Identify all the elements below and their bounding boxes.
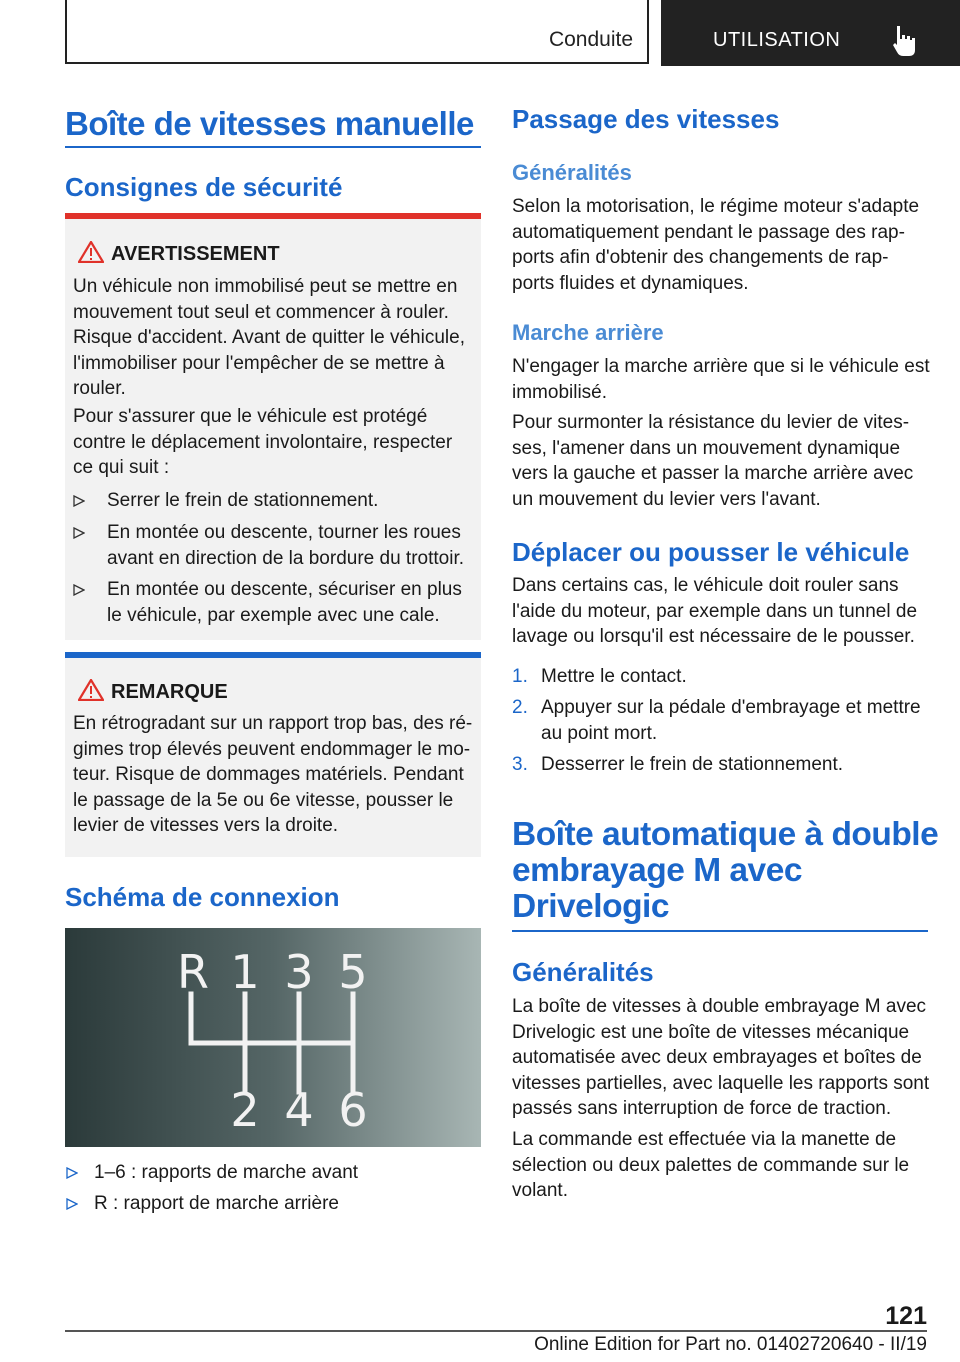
move-heading: Déplacer ou pousser le véhicule — [512, 537, 910, 567]
general-heading: Généralités — [512, 160, 632, 185]
auto-title-rule — [512, 930, 928, 932]
warning-triangle-icon — [78, 679, 104, 701]
general-text: Selon la motorisation, le régime moteur s'adapte automatiquement pendant le passage des rap- ports afin d'obtenir des changements de rap- ports fluides et dynamiques. — [512, 196, 920, 294]
gear-label-1: 1 — [230, 945, 260, 999]
warning-box: AVERTISSEMENT Un véhicule non immobilisé peut se mettre en mouvement tout seul et commencer à rouler. Risque d'accident. Avant de quitter le véhicule, l'immobiliser pour l'empêcher de se mettre à rouler. Pour s'assurer que le véhicule est protégé contre le déplacement involontaire, respecter ce qui suit : Serrer le frein de stationnement. En montée ou descente, tourner les roues avant en direction de la bordure du trottoir. En montée ou descente, sécuriser en plus le véhicule, par exemple avec une cale. — [65, 213, 481, 640]
reverse-text-2: Pour surmonter la résistance du levier de vites- ses, l'amener dans un mouvement dynamique vers la gauche et passer la marche arrière avec un mouvement du levier vers l'avant. — [512, 412, 914, 510]
auto-text-2: La commande est effectuée via la manette de sélection ou deux palettes de commande sur le volant. — [512, 1129, 910, 1201]
auto-text-1: La boîte de vitesses à double embrayage M avec Drivelogic est une boîte de vitesses mécanique automatisée avec deux embrayages et boîtes de vitesses partielles, avec laquelle les rapports sont passés sans interruption de force de traction. — [512, 996, 930, 1119]
notice-bar — [65, 652, 481, 658]
gear-shift-diagram — [65, 928, 481, 1147]
page-header — [65, 0, 960, 64]
gear-pattern-image — [65, 928, 481, 1147]
gear-label-r: R — [177, 945, 209, 999]
warning-title: AVERTISSEMENT — [111, 243, 280, 265]
gear-label-5: 5 — [338, 945, 368, 999]
bullet-triangle-icon — [73, 527, 85, 539]
reverse-text-1: N'engager la marche arrière que si le véhicule est immobilisé. — [512, 356, 930, 403]
auto-general-heading: Généralités — [512, 957, 654, 987]
header-chapter-label: UTILISATION — [713, 29, 841, 51]
shift-heading: Passage des vitesses — [512, 104, 780, 134]
edition-note: Online Edition for Part no. 01402720640 - II/19 — [534, 1334, 927, 1355]
header-section-tab — [65, 0, 649, 64]
warning-text-1: Un véhicule non immobilisé peut se mettre en mouvement tout seul et commencer à rouler. Risque d'accident. Avant de quitter le véhicule, l'immobiliser pour l'empêcher de se mettre à rouler. — [73, 276, 465, 399]
safety-heading: Consignes de sécurité — [65, 172, 343, 202]
schema-heading: Schéma de connexion — [65, 882, 340, 912]
notice-title: REMARQUE — [111, 681, 228, 703]
gear-label-4: 4 — [284, 1083, 314, 1137]
page-title: Boîte de vitesses manuelle — [65, 105, 474, 142]
title-rule — [65, 146, 481, 148]
warning-bar — [65, 213, 481, 219]
gear-label-3: 3 — [284, 945, 314, 999]
bullet-triangle-icon — [66, 1167, 78, 1179]
gear-label-6: 6 — [338, 1083, 368, 1137]
reverse-heading: Marche arrière — [512, 320, 664, 345]
page-number: 121 — [885, 1302, 927, 1330]
bullet-triangle-icon — [66, 1198, 78, 1210]
bullet-triangle-icon — [73, 495, 85, 507]
notice-box — [65, 652, 481, 857]
warning-text-2: Pour s'assurer que le véhicule est protégé contre le déplacement involontaire, respecter ce qui suit : — [73, 406, 453, 478]
move-text: Dans certains cas, le véhicule doit rouler sans l'aide du moteur, par exemple dans un tunnel de lavage ou lorsqu'il est nécessaire de le pousser. — [512, 575, 918, 647]
bullet-triangle-icon — [73, 584, 85, 596]
header-chapter-tab — [661, 0, 960, 66]
header-section-label: Conduite — [548, 28, 633, 51]
footer-rule — [65, 1330, 927, 1332]
notice-text: En rétrogradant sur un rapport trop bas, des ré- gimes trop élevés peuvent endommager le mo- teur. Risque de dommages matériels. Pendant le passage de la 5e ou 6e vitesse, pousser le levier de vitesses vers la droite. — [73, 713, 473, 836]
gear-label-2: 2 — [230, 1083, 260, 1137]
auto-title: Boîte automatique à double embrayage M avec Drivelogic — [512, 816, 939, 925]
pointing-hand-icon — [891, 24, 921, 58]
warning-triangle-icon — [78, 241, 104, 263]
